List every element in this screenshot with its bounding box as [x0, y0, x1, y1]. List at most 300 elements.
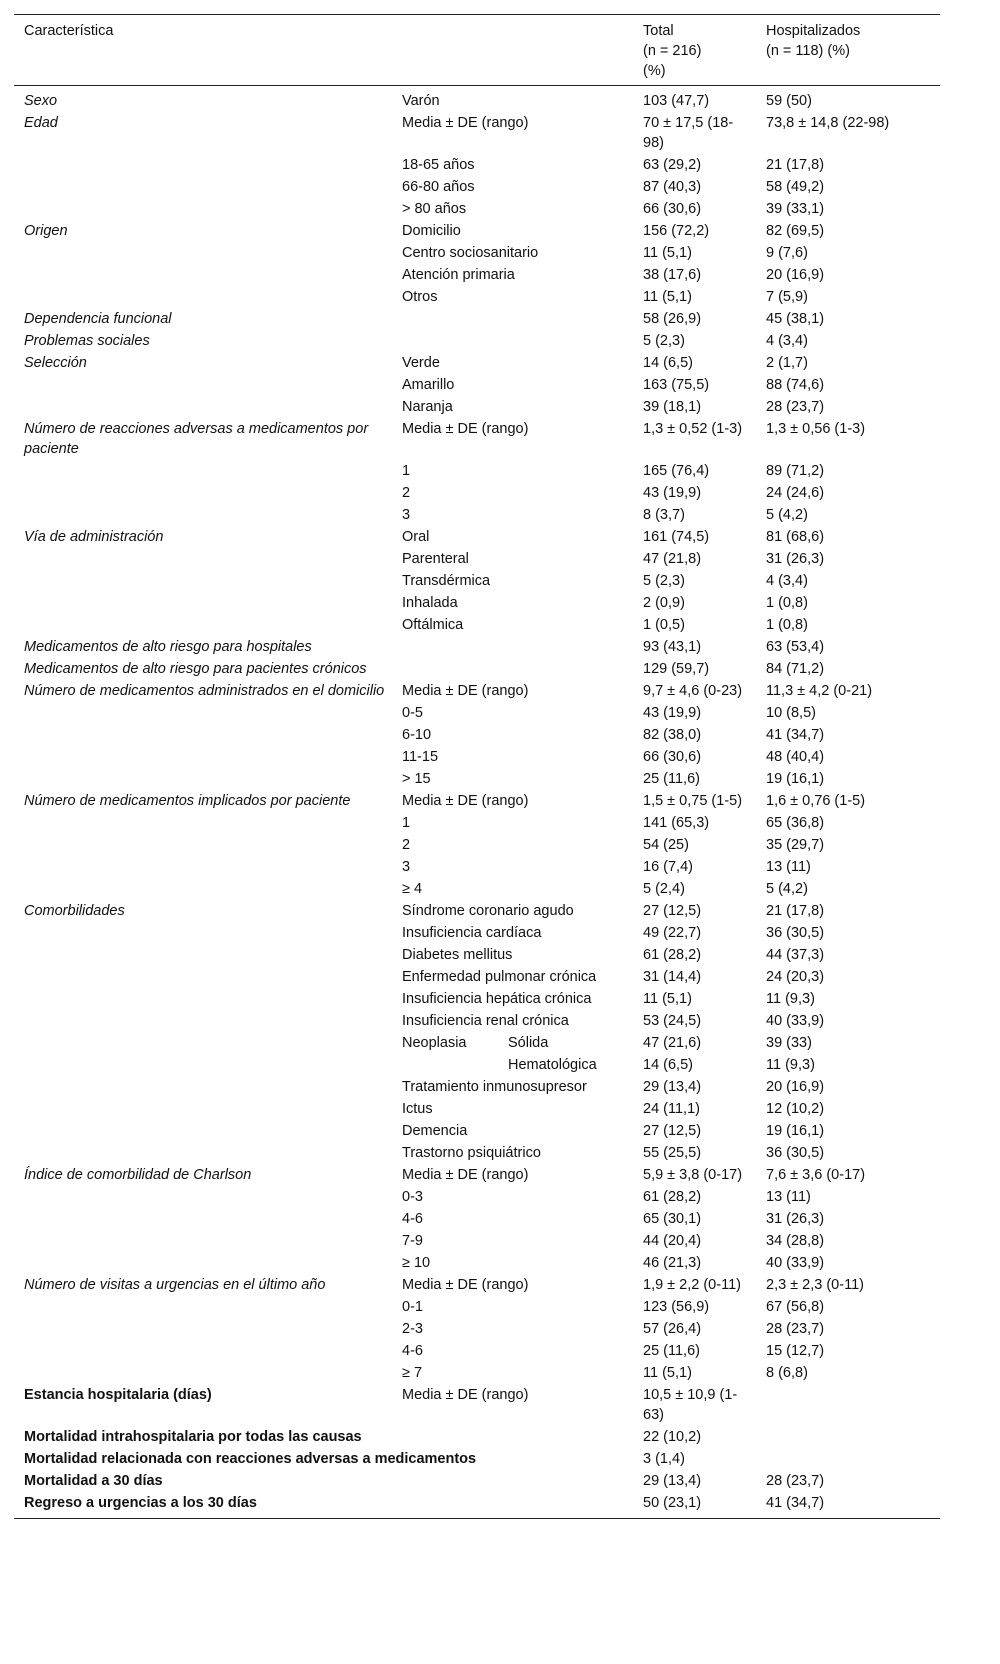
- row-total: 24 (11,1): [643, 1101, 700, 1117]
- row-hospitalized: 35 (29,7): [766, 837, 825, 853]
- row-subcategory: 1: [402, 815, 411, 831]
- row-total: 31 (14,4): [643, 969, 702, 985]
- table-row: [14, 242, 940, 264]
- table-row: [14, 900, 940, 922]
- row-characteristic: [14, 812, 392, 834]
- row-subcategory: Media ± DE (rango): [402, 1387, 529, 1403]
- table-row: [14, 526, 940, 548]
- row-hospitalized: 58 (49,2): [766, 179, 825, 195]
- table-row: [14, 1010, 940, 1032]
- row-characteristic: Comorbilidades: [24, 903, 125, 919]
- table-row: [14, 154, 940, 176]
- row-characteristic: Número de medicamentos implicados por paciente: [24, 793, 351, 809]
- row-total: 103 (47,7): [643, 93, 710, 109]
- subcategory-detail: Sólida: [508, 1035, 549, 1051]
- row-characteristic: Selección: [24, 355, 87, 371]
- row-subcategory: Oftálmica: [402, 617, 464, 633]
- row-hospitalized: 45 (38,1): [766, 311, 825, 327]
- row-subcategory: 6-10: [402, 727, 432, 743]
- row-characteristic: [14, 944, 392, 966]
- row-hospitalized: 9 (7,6): [766, 245, 808, 261]
- table-row: [14, 944, 940, 966]
- row-total: 25 (11,6): [643, 771, 700, 787]
- row-hospitalized: 31 (26,3): [766, 1211, 825, 1227]
- row-subcategory: 2-3: [402, 1321, 423, 1337]
- row-hospitalized: 1 (0,8): [766, 617, 808, 633]
- table-row: [14, 812, 940, 834]
- table-row: [14, 264, 940, 286]
- table-row: [14, 1362, 940, 1384]
- row-hospitalized: 40 (33,9): [766, 1255, 825, 1271]
- row-subcategory: Tratamiento inmunosupresor: [402, 1079, 587, 1095]
- table-row: [14, 1274, 940, 1296]
- row-subcategory: ≥ 7: [402, 1365, 423, 1381]
- row-total: 43 (19,9): [643, 485, 702, 501]
- row-total: 165 (76,4): [643, 463, 710, 479]
- row-hospitalized: 88 (74,6): [766, 377, 825, 393]
- row-total: 27 (12,5): [643, 1123, 702, 1139]
- table-row: [14, 658, 940, 680]
- row-characteristic: Problemas sociales: [24, 333, 150, 349]
- table-row: [14, 1098, 940, 1120]
- row-subcategory: Media ± DE (rango): [402, 1277, 529, 1293]
- table-row: [14, 1384, 940, 1426]
- table-row: [14, 1208, 940, 1230]
- row-subcategory: Oral: [402, 529, 430, 545]
- row-characteristic: Sexo: [24, 93, 58, 109]
- row-total: 63 (29,2): [643, 157, 702, 173]
- table-row: [14, 1032, 940, 1054]
- table-row: [14, 460, 940, 482]
- row-hospitalized: 13 (11): [766, 1189, 811, 1205]
- subcategory-label: [402, 1055, 508, 1075]
- table-row: [14, 418, 940, 460]
- row-subcategory: [392, 658, 633, 680]
- row-subcategory: Trastorno psiquiátrico: [402, 1145, 541, 1161]
- row-hospitalized: 7 (5,9): [766, 289, 808, 305]
- row-characteristic: [14, 922, 392, 944]
- row-total: 39 (18,1): [643, 399, 702, 415]
- row-hospitalized: 8 (6,8): [766, 1365, 808, 1381]
- row-characteristic: Mortalidad relacionada con reacciones adversas a medicamentos: [24, 1451, 477, 1467]
- table-row: [14, 834, 940, 856]
- row-total: 161 (74,5): [643, 529, 710, 545]
- table-row: [14, 1426, 940, 1448]
- table-row: [14, 746, 940, 768]
- row-total: 1,9 ± 2,2 (0-11): [643, 1277, 741, 1293]
- row-total: 54 (25): [643, 837, 689, 853]
- row-hospitalized: 1 (0,8): [766, 595, 808, 611]
- row-subcategory: Insuficiencia cardíaca: [402, 925, 542, 941]
- row-characteristic: Vía de administración: [24, 529, 164, 545]
- table-row: [14, 768, 940, 790]
- row-characteristic: [14, 264, 392, 286]
- subcategory-label: Neoplasia: [402, 1035, 467, 1051]
- row-characteristic: Edad: [24, 115, 58, 131]
- row-hospitalized: 21 (17,8): [766, 903, 825, 919]
- table-row: [14, 1120, 940, 1142]
- row-characteristic: [14, 570, 392, 592]
- row-total: 129 (59,7): [643, 661, 710, 677]
- row-hospitalized: 81 (68,6): [766, 529, 825, 545]
- row-total: 29 (13,4): [643, 1473, 702, 1489]
- row-hospitalized: 19 (16,1): [766, 1123, 825, 1139]
- row-total: 1 (0,5): [643, 617, 685, 633]
- row-characteristic: Estancia hospitalaria (días): [24, 1387, 212, 1403]
- row-total: 46 (21,3): [643, 1255, 702, 1271]
- row-hospitalized: 12 (10,2): [766, 1101, 825, 1117]
- row-hospitalized: 28 (23,7): [766, 1321, 825, 1337]
- row-total: 5 (2,3): [643, 573, 685, 589]
- row-subcategory: Media ± DE (rango): [402, 683, 529, 699]
- row-total: 163 (75,5): [643, 377, 710, 393]
- row-characteristic: [14, 988, 392, 1010]
- row-subcategory: 2: [402, 837, 411, 853]
- row-hospitalized: 24 (20,3): [766, 969, 825, 985]
- table-row: [14, 1296, 940, 1318]
- row-total: 1,5 ± 0,75 (1-5): [643, 793, 743, 809]
- row-characteristic: Dependencia funcional: [24, 311, 172, 327]
- row-characteristic: [14, 1120, 392, 1142]
- row-subcategory: 66-80 años: [402, 179, 475, 195]
- row-total: 93 (43,1): [643, 639, 702, 655]
- row-total: 16 (7,4): [643, 859, 693, 875]
- row-characteristic: Medicamentos de alto riesgo para hospitales: [24, 639, 312, 655]
- row-characteristic: [14, 768, 392, 790]
- row-total: 11 (5,1): [643, 289, 692, 305]
- row-characteristic: Número de reacciones adversas a medicamentos por paciente: [24, 421, 369, 457]
- row-subcategory: Parenteral: [402, 551, 469, 567]
- row-subcategory: 18-65 años: [402, 157, 475, 173]
- row-characteristic: Número de visitas a urgencias en el último año: [24, 1277, 326, 1293]
- row-subcategory: 0-5: [402, 705, 423, 721]
- row-hospitalized: 36 (30,5): [766, 925, 825, 941]
- row-hospitalized: 44 (37,3): [766, 947, 825, 963]
- table-row: [14, 856, 940, 878]
- subcategory-detail: Hematológica: [508, 1057, 597, 1073]
- row-hospitalized: 2 (1,7): [766, 355, 808, 371]
- row-subcategory: 11-15: [402, 749, 439, 765]
- row-hospitalized: 89 (71,2): [766, 463, 825, 479]
- table-row: [14, 548, 940, 570]
- row-hospitalized: 63 (53,4): [766, 639, 825, 655]
- row-total: 66 (30,6): [643, 749, 702, 765]
- table-row: [14, 1318, 940, 1340]
- row-subcategory: Otros: [402, 289, 438, 305]
- row-total: 10,5 ± 10,9 (1-63): [643, 1387, 738, 1423]
- row-total: 141 (65,3): [643, 815, 710, 831]
- row-subcategory: Diabetes mellitus: [402, 947, 513, 963]
- row-subcategory: Enfermedad pulmonar crónica: [402, 969, 597, 985]
- row-total: 66 (30,6): [643, 201, 702, 217]
- row-subcategory: [392, 330, 633, 352]
- table-row: [14, 1340, 940, 1362]
- row-total: 5 (2,3): [643, 333, 685, 349]
- row-hospitalized: 13 (11): [766, 859, 811, 875]
- row-characteristic: [14, 1076, 392, 1098]
- row-characteristic: Mortalidad a 30 días: [24, 1473, 163, 1489]
- table-row: [14, 988, 940, 1010]
- row-subcategory: Varón: [402, 93, 440, 109]
- row-hospitalized: 15 (12,7): [766, 1343, 825, 1359]
- row-characteristic: Número de medicamentos administrados en el domicilio: [24, 683, 385, 699]
- row-hospitalized: 4 (3,4): [766, 573, 808, 589]
- row-characteristic: [14, 1098, 392, 1120]
- table-row: [14, 680, 940, 702]
- row-subcategory: Inhalada: [402, 595, 458, 611]
- row-subcategory: Media ± DE (rango): [402, 793, 529, 809]
- row-characteristic: Origen: [24, 223, 68, 239]
- row-characteristic: [14, 1032, 392, 1054]
- row-hospitalized: 2,3 ± 2,3 (0-11): [766, 1277, 864, 1293]
- row-hospitalized: 41 (34,7): [766, 727, 825, 743]
- row-total: 25 (11,6): [643, 1343, 700, 1359]
- row-characteristic: [14, 966, 392, 988]
- row-total: 11 (5,1): [643, 991, 692, 1007]
- row-characteristic: [14, 482, 392, 504]
- row-characteristic: [14, 1362, 392, 1384]
- row-total: 61 (28,2): [643, 1189, 702, 1205]
- table-row: [14, 176, 940, 198]
- table-row: [14, 482, 940, 504]
- row-subcategory: 3: [402, 859, 411, 875]
- row-characteristic: Medicamentos de alto riesgo para pacientes crónicos: [24, 661, 367, 677]
- row-subcategory: Media ± DE (rango): [402, 421, 529, 437]
- row-total: 9,7 ± 4,6 (0-23): [643, 683, 743, 699]
- table-row: [14, 504, 940, 526]
- row-total: 87 (40,3): [643, 179, 702, 195]
- row-characteristic: [14, 702, 392, 724]
- row-total: 65 (30,1): [643, 1211, 702, 1227]
- row-hospitalized: 82 (69,5): [766, 223, 825, 239]
- row-characteristic: [14, 1186, 392, 1208]
- table-row: [14, 1252, 940, 1274]
- characteristics-table: [14, 14, 940, 1519]
- row-hospitalized: 20 (16,9): [766, 267, 825, 283]
- row-subcategory: Transdérmica: [402, 573, 491, 589]
- row-total: 14 (6,5): [643, 1057, 693, 1073]
- row-total: 70 ± 17,5 (18-98): [643, 115, 734, 151]
- row-total: 5,9 ± 3,8 (0-17): [643, 1167, 743, 1183]
- row-total: 58 (26,9): [643, 311, 702, 327]
- table-row: [14, 966, 940, 988]
- row-subcategory: 3: [402, 507, 411, 523]
- table-row: [14, 922, 940, 944]
- row-characteristic: Mortalidad intrahospitalaria por todas las causas: [24, 1429, 362, 1445]
- row-characteristic: [14, 1010, 392, 1032]
- row-hospitalized: 11 (9,3): [766, 1057, 815, 1073]
- table-row: [14, 790, 940, 812]
- row-subcategory: ≥ 4: [402, 881, 423, 897]
- row-total: 11 (5,1): [643, 1365, 692, 1381]
- row-subcategory: Insuficiencia renal crónica: [402, 1013, 569, 1029]
- header-characteristic: Característica: [24, 23, 114, 39]
- header-hospitalized: Hospitalizados (n = 118) (%): [766, 23, 861, 59]
- row-characteristic: [14, 1296, 392, 1318]
- row-hospitalized: 84 (71,2): [766, 661, 825, 677]
- table-row: [14, 1076, 940, 1098]
- row-hospitalized: 39 (33): [766, 1035, 812, 1051]
- row-characteristic: [14, 878, 392, 900]
- row-characteristic: [14, 176, 392, 198]
- table-row: [14, 352, 940, 374]
- row-characteristic: [14, 198, 392, 220]
- row-characteristic: [14, 396, 392, 418]
- row-total: 29 (13,4): [643, 1079, 702, 1095]
- row-total: 49 (22,7): [643, 925, 702, 941]
- row-total: 27 (12,5): [643, 903, 702, 919]
- row-characteristic: [14, 504, 392, 526]
- row-characteristic: Índice de comorbilidad de Charlson: [24, 1167, 252, 1183]
- table-row: [14, 1492, 940, 1519]
- table-header: [14, 15, 940, 86]
- row-hospitalized: 7,6 ± 3,6 (0-17): [766, 1167, 866, 1183]
- table-row: [14, 220, 940, 242]
- row-hospitalized: 11,3 ± 4,2 (0-21): [766, 683, 873, 699]
- row-hospitalized: 39 (33,1): [766, 201, 825, 217]
- table-row: [14, 1142, 940, 1164]
- table-row: [14, 1470, 940, 1492]
- row-subcategory: Síndrome coronario agudo: [402, 903, 574, 919]
- row-hospitalized: 36 (30,5): [766, 1145, 825, 1161]
- table-row: [14, 286, 940, 308]
- row-hospitalized: 65 (36,8): [766, 815, 825, 831]
- row-characteristic: [14, 1208, 392, 1230]
- row-subcategory: ≥ 10: [402, 1255, 431, 1271]
- table-row: [14, 374, 940, 396]
- row-subcategory: > 80 años: [402, 201, 467, 217]
- row-hospitalized: [756, 1426, 940, 1448]
- row-hospitalized: [756, 1448, 940, 1470]
- row-subcategory: [392, 1054, 633, 1076]
- row-total: 38 (17,6): [643, 267, 702, 283]
- table-row: [14, 878, 940, 900]
- row-characteristic: [14, 374, 392, 396]
- table-row: [14, 1054, 940, 1076]
- row-characteristic: [14, 856, 392, 878]
- row-characteristic: [14, 614, 392, 636]
- table-row: [14, 1230, 940, 1252]
- row-subcategory: Domicilio: [402, 223, 461, 239]
- row-hospitalized: 20 (16,9): [766, 1079, 825, 1095]
- row-subcategory: 2: [402, 485, 411, 501]
- table-row: [14, 330, 940, 352]
- table-row: [14, 724, 940, 746]
- row-characteristic: [14, 746, 392, 768]
- table-row: [14, 1186, 940, 1208]
- row-hospitalized: 48 (40,4): [766, 749, 825, 765]
- row-total: 53 (24,5): [643, 1013, 702, 1029]
- row-characteristic: [14, 1252, 392, 1274]
- row-subcategory: > 15: [402, 771, 431, 787]
- row-subcategory: Ictus: [402, 1101, 433, 1117]
- row-total: 55 (25,5): [643, 1145, 702, 1161]
- row-subcategory: Verde: [402, 355, 440, 371]
- row-hospitalized: 1,6 ± 0,76 (1-5): [766, 793, 866, 809]
- row-subcategory: [392, 308, 633, 330]
- row-hospitalized: 5 (4,2): [766, 507, 808, 523]
- table-row: [14, 702, 940, 724]
- header-row: [14, 15, 940, 86]
- row-hospitalized: [756, 1384, 940, 1426]
- row-subcategory: Media ± DE (rango): [402, 115, 529, 131]
- row-subcategory: Atención primaria: [402, 267, 515, 283]
- table-body: [14, 86, 940, 1519]
- row-characteristic: [14, 1230, 392, 1252]
- row-characteristic: [14, 460, 392, 482]
- table-row: [14, 198, 940, 220]
- row-hospitalized: 28 (23,7): [766, 1473, 825, 1489]
- row-hospitalized: 4 (3,4): [766, 333, 808, 349]
- row-subcategory: Amarillo: [402, 377, 455, 393]
- row-subcategory: 4-6: [402, 1343, 423, 1359]
- row-subcategory: [392, 636, 633, 658]
- row-hospitalized: 59 (50): [766, 93, 812, 109]
- row-characteristic: [14, 242, 392, 264]
- row-total: 22 (10,2): [643, 1429, 702, 1445]
- row-characteristic: [14, 1340, 392, 1362]
- table-row: [14, 592, 940, 614]
- row-characteristic: [14, 548, 392, 570]
- row-subcategory: [392, 1032, 633, 1054]
- row-hospitalized: 28 (23,7): [766, 399, 825, 415]
- row-characteristic: [14, 724, 392, 746]
- row-subcategory: 0-3: [402, 1189, 423, 1205]
- row-total: 61 (28,2): [643, 947, 702, 963]
- row-total: 156 (72,2): [643, 223, 710, 239]
- table-row: [14, 1448, 940, 1470]
- row-hospitalized: 24 (24,6): [766, 485, 825, 501]
- row-total: 50 (23,1): [643, 1495, 702, 1511]
- row-subcategory: Media ± DE (rango): [402, 1167, 529, 1183]
- header-total: Total (n = 216) (%): [643, 23, 702, 79]
- row-hospitalized: 10 (8,5): [766, 705, 816, 721]
- row-total: 2 (0,9): [643, 595, 685, 611]
- row-characteristic: [14, 154, 392, 176]
- table-row: [14, 614, 940, 636]
- row-characteristic: [14, 834, 392, 856]
- row-characteristic: [14, 592, 392, 614]
- row-total: 5 (2,4): [643, 881, 685, 897]
- row-hospitalized: 73,8 ± 14,8 (22-98): [766, 115, 890, 131]
- row-subcategory: Demencia: [402, 1123, 468, 1139]
- header-subcategory: [392, 15, 633, 86]
- row-total: 47 (21,6): [643, 1035, 702, 1051]
- row-total: 1,3 ± 0,52 (1-3): [643, 421, 743, 437]
- row-hospitalized: 41 (34,7): [766, 1495, 825, 1511]
- row-subcategory: Centro sociosanitario: [402, 245, 539, 261]
- row-total: 123 (56,9): [643, 1299, 710, 1315]
- row-characteristic: Regreso a urgencias a los 30 días: [24, 1495, 257, 1511]
- row-total: 47 (21,8): [643, 551, 702, 567]
- row-subcategory: Naranja: [402, 399, 453, 415]
- row-total: 11 (5,1): [643, 245, 692, 261]
- table-row: [14, 1164, 940, 1186]
- row-subcategory: Insuficiencia hepática crónica: [402, 991, 592, 1007]
- row-subcategory: 1: [402, 463, 411, 479]
- table-row: [14, 112, 940, 154]
- row-hospitalized: 21 (17,8): [766, 157, 825, 173]
- row-total: 43 (19,9): [643, 705, 702, 721]
- row-hospitalized: 11 (9,3): [766, 991, 815, 1007]
- row-characteristic: [14, 1142, 392, 1164]
- characteristics-table-container: [14, 14, 940, 1519]
- table-row: [14, 308, 940, 330]
- row-total: 8 (3,7): [643, 507, 685, 523]
- row-total: 57 (26,4): [643, 1321, 702, 1337]
- row-hospitalized: 1,3 ± 0,56 (1-3): [766, 421, 866, 437]
- row-hospitalized: 19 (16,1): [766, 771, 825, 787]
